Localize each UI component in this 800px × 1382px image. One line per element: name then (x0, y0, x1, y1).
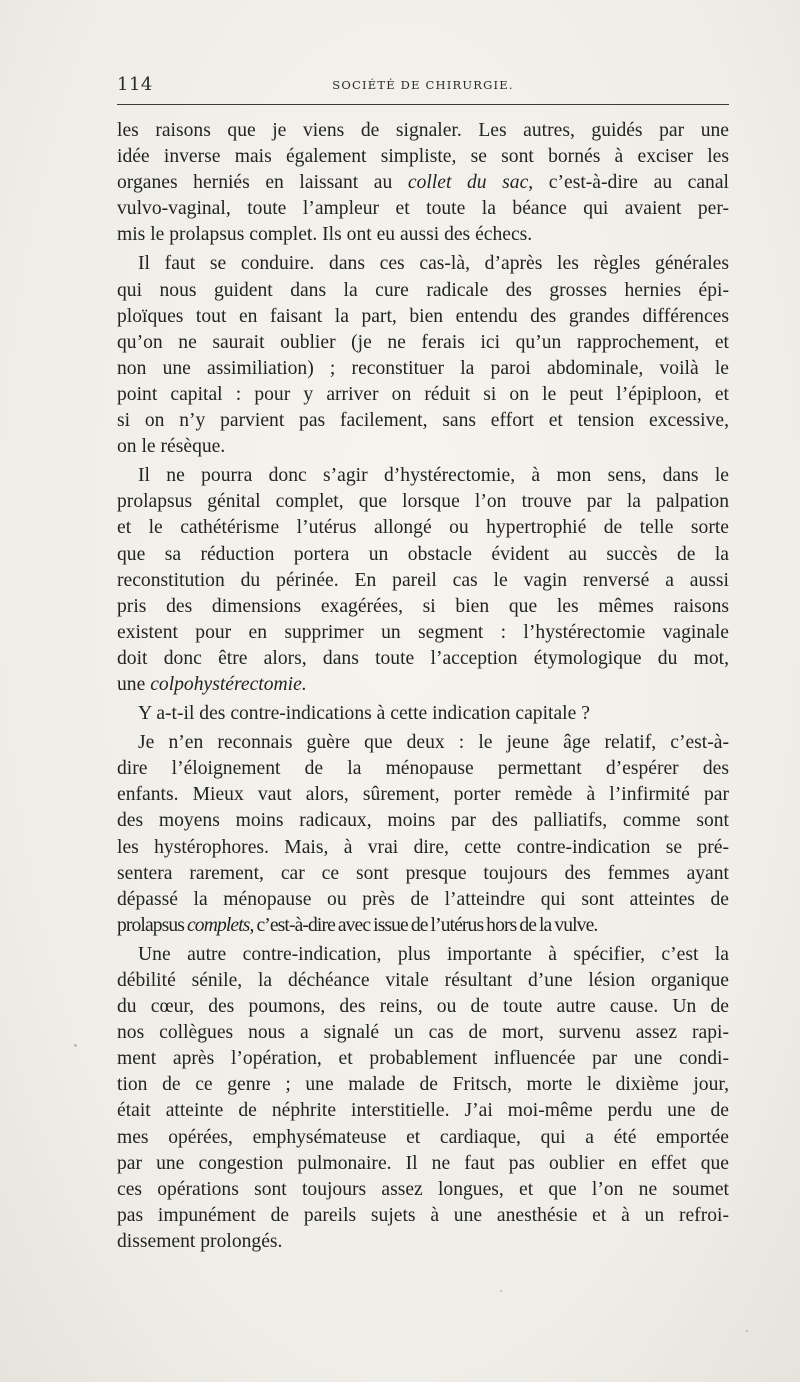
body-text (117, 118, 729, 1255)
text-line: dire l’éloignement de la ménopause permettant d’espérer des (117, 758, 729, 780)
text-line: Je n’en reconnais guère que deux : le jeune âge relatif, c’est-à- (138, 732, 729, 754)
header-rule (117, 104, 729, 105)
text-line: ment après l’opération, et probablement influencée par une condi- (117, 1048, 729, 1070)
text-segment: organes herniés en laissant au (117, 172, 408, 194)
text-line: prolapsus génital complet, que lorsque l’on trouve par la palpation (117, 491, 729, 513)
page-header (117, 72, 729, 96)
paragraph (117, 118, 729, 248)
text-line: du cœur, des poumons, des reins, ou de toute autre cause. Un de (117, 996, 729, 1018)
text-line: nos collègues nous a signalé un cas de mort, survenu assez rapi- (117, 1022, 729, 1044)
paragraph (117, 251, 729, 460)
text-line: enfants. Mieux vaut alors, sûrement, porter remède à l’infirmité par (117, 784, 729, 806)
text-line: mes opérées, emphysémateuse et cardiaque, qui a été emportée (117, 1126, 729, 1148)
text-segment: , c’est-à-dire au canal (528, 172, 729, 194)
italic-text-segment: collet du sac (407, 172, 529, 194)
text-line: était atteinte de néphrite interstitielle. J’ai moi-même perdu une de (117, 1100, 729, 1122)
text-line: sentera rarement, car ce sont presque toujours des femmes ayant (117, 862, 729, 884)
paragraph (117, 463, 729, 698)
text-line: par une congestion pulmonaire. Il ne faut pas oublier en effet que (117, 1152, 729, 1174)
page-number: 114 (117, 74, 153, 95)
text-line: mis le prolapsus complet. Ils ont eu aussi des échecs. (117, 224, 533, 246)
text-line: dépassé la ménopause ou près de l’atteindre qui sont atteintes de (117, 888, 729, 910)
text-line: que sa réduction portera un obstacle évident au succès de la (117, 543, 729, 565)
text-line: qui nous guident dans la cure radicale des grosses hernies épi- (117, 279, 729, 301)
text-line: débilité sénile, la déchéance vitale résultant d’une lésion organique (117, 970, 729, 991)
text-line: pris des dimensions exagérées, si bien que les mêmes raisons (117, 595, 729, 617)
text-line: tion de ce genre ; une malade de Fritsch, morte le dixième jour, (117, 1074, 729, 1096)
text-line: doit donc être alors, dans toute l’acception étymologique du mot, (117, 647, 729, 669)
text-line: idée inverse mais également simpliste, se sont bornés à exciser les (117, 146, 729, 168)
paper-speck (74, 1044, 77, 1047)
text-line (117, 913, 729, 939)
text-line: vulvo-vaginal, toute l’ampleur et toute la béance qui avaient per- (117, 198, 729, 220)
text-line: on le résèque. (117, 436, 226, 458)
text-line: les raisons que je viens de signaler. Les autres, guidés par une (117, 120, 729, 141)
text-line: non une assimiliation) ; reconstituer la paroi abdominale, voilà le (117, 357, 729, 379)
text-line: ploïques tout en faisant la part, bien entendu des grandes différences (117, 305, 729, 327)
text-line: Il faut se conduire. dans ces cas-là, d’après les règles générales (138, 253, 729, 275)
text-line: les hystérophores. Mais, à vrai dire, cette contre-indication se pré- (117, 836, 729, 858)
text-line (117, 672, 729, 698)
italic-text-segment: complets (187, 914, 250, 936)
paper-speck (746, 1330, 748, 1332)
text-line: Il ne pourra donc s’agir d’hystérectomie, à mon sens, dans le (138, 465, 729, 487)
italic-text-segment: colpohystérectomie. (150, 673, 307, 695)
text-line: ces opérations sont toujours assez longues, et que l’on ne soumet (117, 1178, 729, 1200)
text-line: Y a-t-il des contre-indications à cette indication capitale ? (138, 703, 590, 725)
text-line: et le cathétérisme l’utérus allongé ou hypertrophié de telle sorte (117, 517, 729, 539)
text-line: existent pour en supprimer un segment : l’hystérectomie vaginale (117, 621, 729, 643)
text-line: point capital : pour y arriver on réduit si on le peut l’épiploon, et (117, 383, 729, 405)
text-line: Une autre contre-indication, plus importante à spécifier, c’est la (138, 943, 729, 965)
text-line: des moyens moins radicaux, moins par des palliatifs, comme sont (117, 810, 729, 832)
text-segment: une (117, 673, 151, 695)
paragraph (117, 942, 729, 1255)
text-line: dissement prolongés. (117, 1230, 283, 1252)
text-line: pas impunément de pareils sujets à une anesthésie et à un refroi- (117, 1204, 729, 1226)
text-line: reconstitution du périnée. En pareil cas le vagin renversé a aussi (117, 569, 729, 591)
paper-speck (500, 1290, 502, 1292)
text-line: si on n’y parvient pas facilement, sans effort et tension excessive, (117, 410, 729, 432)
text-line (117, 170, 729, 196)
text-segment: , c’est-à-dire avec issue de l’utérus hors de la vulve. (249, 914, 598, 936)
paragraph (117, 701, 729, 727)
running-title: SOCIÉTÉ DE CHIRURGIE. (332, 78, 514, 92)
paragraph (117, 730, 729, 939)
text-segment: prolapsus (117, 914, 188, 936)
text-line: qu’on ne saurait oublier (je ne ferais ici qu’un rapprochement, et (117, 331, 729, 353)
